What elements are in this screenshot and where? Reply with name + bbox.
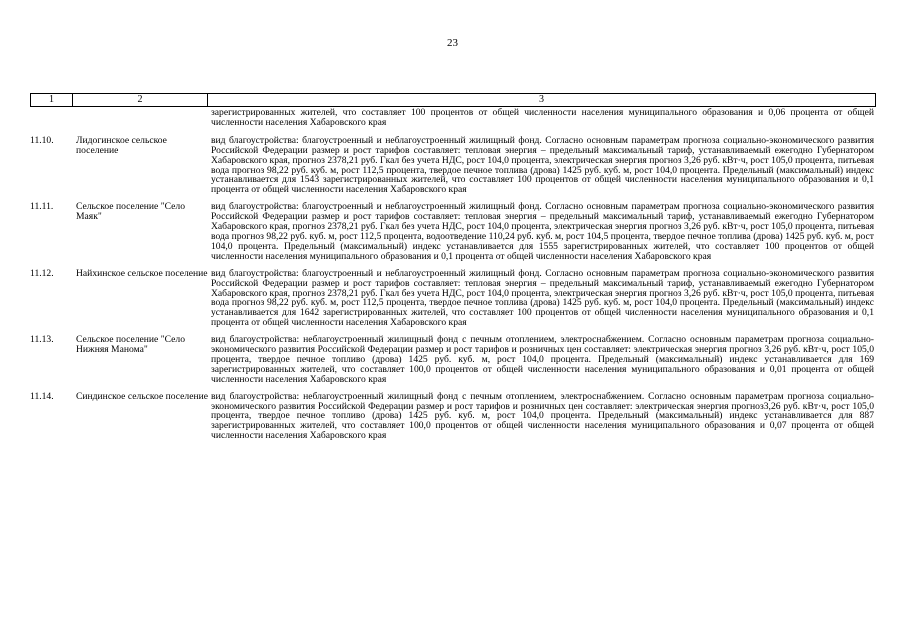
settlement-name: Лидогинское сельское поселение xyxy=(76,134,167,156)
row-number: 11.12. xyxy=(30,267,54,279)
table-row xyxy=(30,335,876,385)
row-description: вид благоустройства: неблагоустроенный жилищный фонд с печным отоплением, электроснабжением. Согласно основным параметрам прогноза социально-экономического развития Российской Федерации размер и рост тарифов и розничных цен составляет: электрическая энергия прогноз 3,26 руб. кВт·ч, рост 105,0 процента, твердое печное топливо (дрова) 1425 руб. куб. м, рост 104,0 процента. Предельный (максимальный) индекс устанавливается для 169 зарегистрированных жителей, что составляет 100,0 процентов от общей численности населения муниципального образования и 0,01 процента от общей численности населения Хабаровского края xyxy=(211,334,874,385)
page-number: 23 xyxy=(447,37,458,49)
row-name-cell xyxy=(72,108,211,128)
settlement-name: Сельское поселение "Село Маяк" xyxy=(76,201,185,223)
table-row xyxy=(30,392,876,442)
table-row-continuation xyxy=(30,108,876,128)
row-description: вид благоустройства: благоустроенный и неблагоустроенный жилищный фонд. Согласно основным параметрам прогноза социально-экономического развития Российской Федерации размер и рост тарифов составляет: тепловая энергия – предельный максимальный тариф, устанавливаемый ежегодно Губернатором Хабаровского края, прогноз 2378,21 руб. Гкал без учета НДС, рост 104,0 процента, электрическая энергия прогноз 3,26 руб. кВт·ч, рост 105,0 процента, питьевая вода прогноз 98,22 руб. куб. м, рост 112,5 процента, твердое печное топлива (дрова) 1425 руб. куб. м, рост 104,0 процента. Предельный (максимальный) индекс устанавливается для 1543 зарегистрированных жителей, что составляет 100 процентов от общей численности населения муниципального образования и 0,1 процента от общей численности населения Хабаровского края xyxy=(211,134,874,196)
settlement-name: Сельское поселение "Село Нижняя Манома" xyxy=(76,334,185,356)
column-header-1: 1 xyxy=(31,94,73,106)
table-row xyxy=(30,202,876,261)
settlement-name: Найхинское сельское поселение xyxy=(76,267,208,279)
row-number: 11.14. xyxy=(30,390,54,402)
row-number-cell xyxy=(30,108,72,128)
row-description: зарегистрированных жителей, что составляет 100 процентов от общей численности населения муниципального образования и 0,06 процента от общей численности населения Хабаровского края xyxy=(211,107,874,128)
row-description: вид благоустройства: благоустроенный и неблагоустроенный жилищный фонд. Согласно основным параметрам прогноза социально-экономического развития Российской Федерации размер и рост тарифов составляет: тепловая энергия – предельный максимальный тариф, устанавливаемый ежегодно Губернатором Хабаровского края, прогноз 2378,21 руб. Гкал без учета НДС, рост 104,0 процента, электрическая энергия прогноз 3,26 руб. кВт·ч, рост 105,0 процента, питьевая вода прогноз 98,22 руб. куб. м, рост 112,5 процента, водоотведение 110,24 руб. куб. м, рост 104,5 процента, твердое печное топлива (дрова) 1425 руб. куб. м, рост 104,0 процента. Предельный (максимальный) индекс устанавливается для 1555 зарегистрированных жителей, что составляет 100 процентов от общей численности населения муниципального образования и 0,1 процента от общей численности населения Хабаровского края xyxy=(211,201,874,262)
row-number: 11.13. xyxy=(30,334,54,346)
settlement-name: Синдинское сельское поселение xyxy=(76,390,208,402)
row-description: вид благоустройства: неблагоустроенный жилищный фонд с печным отоплением, электроснабжением. Согласно основным параметрам прогноза социально-экономического развития Российской Федерации размер и рост тарифов и розничных цен составляет: электрическая энергия прогноз3,26 руб. кВт·ч, рост 105,0 процента, твердое печное топливо (дрова) 1425 руб. куб. м, рост 104,0 процента. Предельный (максимальный) индекс устанавливается для 887 зарегистрированных жителей, что составляет 100,0 процентов от общей численности населения муниципального образования и 0,07 процента от общей численности населения Хабаровского края xyxy=(211,390,874,442)
row-description: вид благоустройства: благоустроенный и неблагоустроенный жилищный фонд. Согласно основным параметрам прогноза социально-экономического развития Российской Федерации размер и рост тарифов составляет: тепловая энергия – предельный максимальный тариф, устанавливаемый ежегодно Губернатором Хабаровского края, прогноз 2378,21 руб. Гкал без учета НДС, рост 104,0 процента, электрическая энергия прогноз 3,26 руб. кВт·ч, рост 105,0 процента, питьевая вода прогноз 98,22 руб. куб. м, рост 112,5 процента, твердое печное топлива (дрова) 1425 руб. куб. м, рост 104,0 процента. Предельный (максимальный) индекс устанавливается для 1642 зарегистрированных жителей, что составляет 100 процентов от общей численности населения муниципального образования и 0,1 процента от общей численности населения Хабаровского края xyxy=(211,267,874,329)
column-header-3: 3 xyxy=(539,94,544,105)
table-row xyxy=(30,269,876,328)
tariff-table xyxy=(30,93,876,441)
table-row xyxy=(30,136,876,195)
column-header-2: 2 xyxy=(73,94,208,106)
row-number: 11.11. xyxy=(30,201,54,213)
row-number: 11.10. xyxy=(30,134,54,146)
table-header-row xyxy=(30,93,876,107)
